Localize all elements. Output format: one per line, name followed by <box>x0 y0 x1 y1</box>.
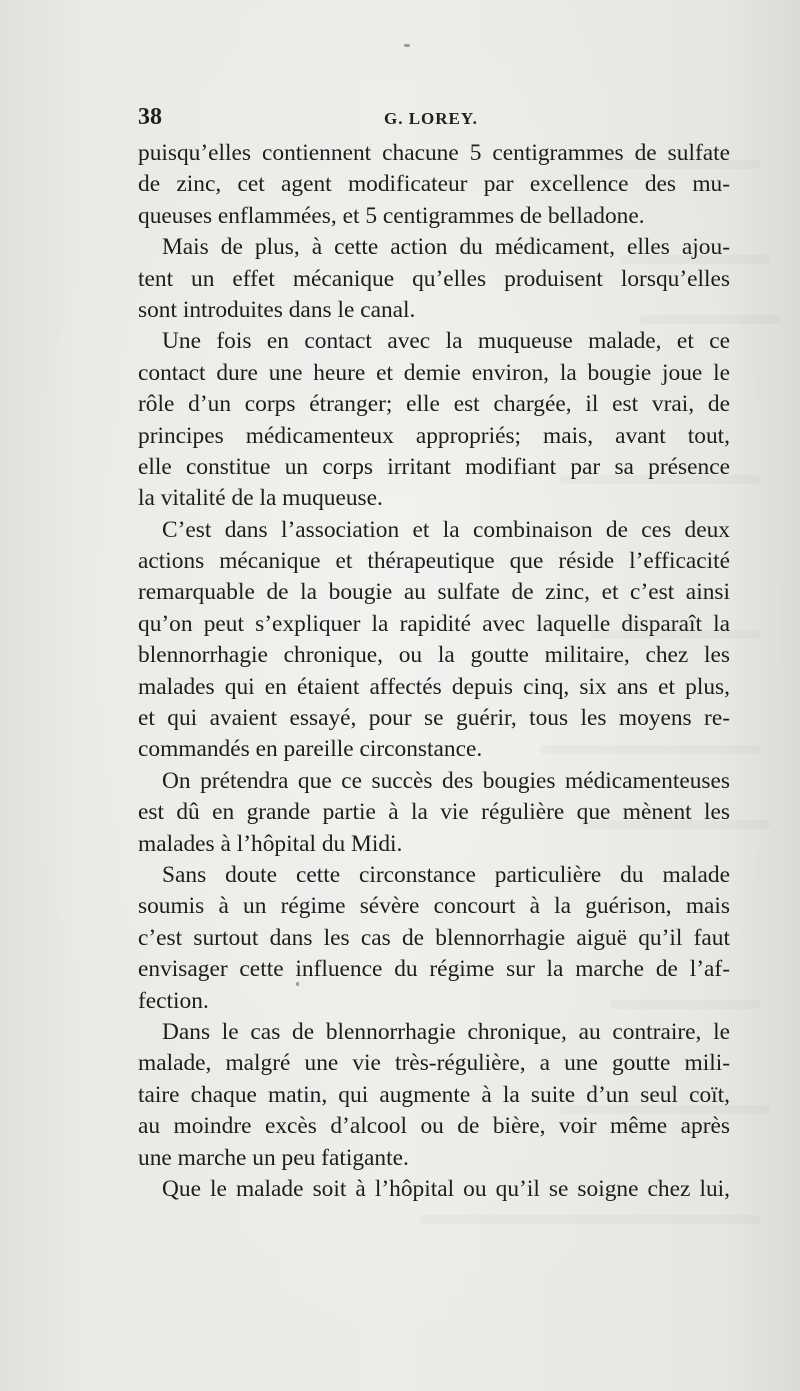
body-text <box>138 138 730 1205</box>
text-line: puisqu’elles contiennent chacune 5 centigrammes de sulfate <box>138 140 730 166</box>
text-line: soumis à un régime sévère concourt à la guérison, mais <box>138 893 730 920</box>
text-line: fection. <box>138 987 209 1014</box>
text-line: contact dure une heure et demie environ, la bougie joue le <box>138 359 730 386</box>
text-line: envisager cette influence du régime sur la marche de l’af- <box>138 956 730 983</box>
text-line: Que le malade soit à l’hôpital ou qu’il se soigne chez lui, <box>162 1175 730 1202</box>
text-line: commandés en pareille circonstance. <box>138 736 483 763</box>
page-header <box>138 104 728 134</box>
ink-speck <box>404 44 410 47</box>
text-line: malades à l’hôpital du Midi. <box>138 830 403 857</box>
page-number: 38 <box>138 104 162 130</box>
text-line: qu’on peut s’expliquer la rapidité avec laquelle disparaît la <box>138 610 730 637</box>
text-line: remarquable de la bougie au sulfate de zinc, et c’est ainsi <box>138 579 730 606</box>
text-line: queuses enflammées, et 5 centigrammes de belladone. <box>138 202 645 229</box>
text-line: elle constitue un corps irritant modifiant par sa présence <box>138 453 730 480</box>
text-line: principes médicamenteux appropriés; mais, avant tout, <box>138 422 730 449</box>
text-line: Mais de plus, à cette action du médicament, elles ajou- <box>162 234 730 261</box>
text-line: sont introduites dans le canal. <box>138 296 416 323</box>
text-line: est dû en grande partie à la vie régulière que mènent les <box>138 799 730 826</box>
text-line: taire chaque matin, qui augmente à la suite d’un seul coït, <box>138 1081 730 1108</box>
text-line: c’est surtout dans les cas de blennorrhagie aiguë qu’il faut <box>138 924 730 951</box>
text-line: une marche un peu fatigante. <box>138 1144 409 1171</box>
text-line: Sans doute cette circonstance particulière du malade <box>162 861 730 888</box>
text-line: Dans le cas de blennorrhagie chronique, au contraire, le <box>162 1018 730 1045</box>
text-line: On prétendra que ce succès des bougies médicamenteuses <box>162 767 730 794</box>
text-line: la vitalité de la muqueuse. <box>138 485 383 512</box>
text-line: actions mécanique et thérapeutique que réside l’efficacité <box>138 548 730 575</box>
text-line: au moindre excès d’alcool ou de bière, voir même après <box>138 1113 730 1140</box>
text-line: rôle d’un corps étranger; elle est chargée, il est vrai, de <box>138 391 730 418</box>
text-line: malades qui en étaient affectés depuis cinq, six ans et plus, <box>138 673 730 700</box>
text-line: C’est dans l’association et la combinaison de ces deux <box>162 516 730 543</box>
text-line: malade, malgré une vie très-régulière, a une goutte mili- <box>138 1050 730 1077</box>
text-line: et qui avaient essayé, pour se guérir, tous les moyens re- <box>138 705 730 732</box>
text-line: blennorrhagie chronique, ou la goutte militaire, chez les <box>138 642 730 669</box>
text-line: tent un effet mécanique qu’elles produisent lorsqu’elles <box>138 265 730 292</box>
text-line: Une fois en contact avec la muqueuse malade, et ce <box>162 328 730 355</box>
text-line: de zinc, cet agent modificateur par excellence des mu- <box>138 171 730 198</box>
running-head: G. LOREY. <box>384 109 478 128</box>
